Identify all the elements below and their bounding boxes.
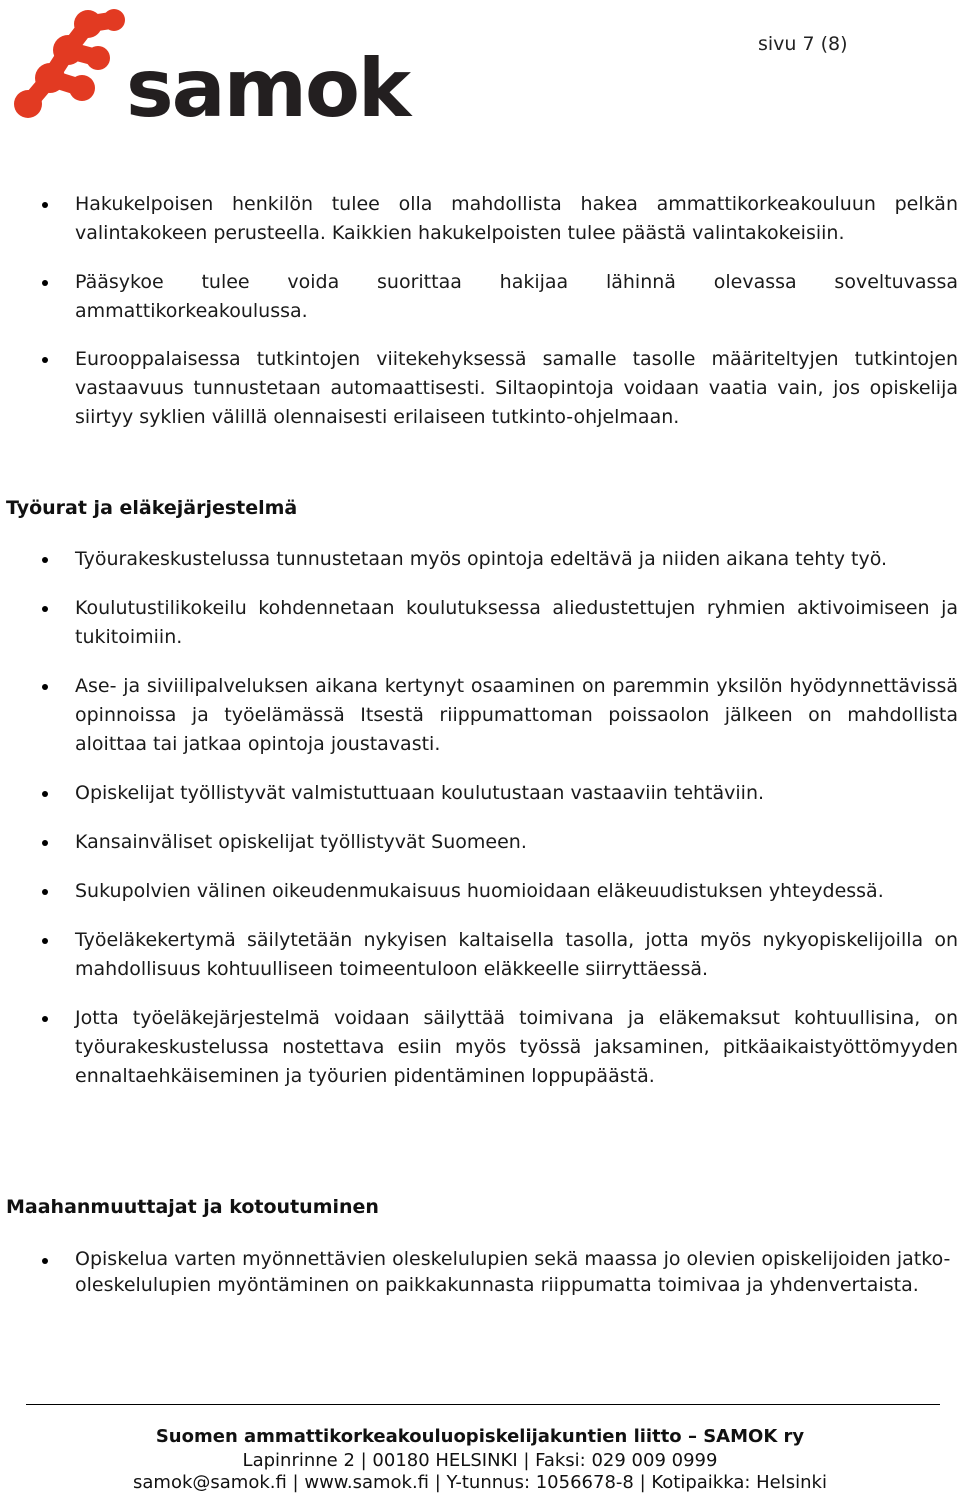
section-heading-immigrants: Maahanmuuttajat ja kotoutuminen xyxy=(6,1196,379,1218)
list-item: Opiskelua varten myönnettävien oleskelulupien sekä maassa jo olevien opiskelijoiden jatko-oleskelulupien myöntäminen on paikkakunnasta riippumatta toimivaa ja yhdenvertaista. xyxy=(0,1246,960,1298)
logo-wordmark: samok xyxy=(126,42,410,122)
footer-org-name: Suomen ammattikorkeakouluopiskelijakuntien liitto – SAMOK ry xyxy=(155,1426,805,1447)
list-item: Pääsykoe tulee voida suorittaa hakijaa lähinnä olevassa soveltuvassa ammattikorkeakoulussa. xyxy=(0,268,960,326)
list-item: Sukupolvien välinen oikeudenmukaisuus huomioidaan eläkeuudistuksen yhteydessä. xyxy=(0,877,960,906)
list-item: Hakukelpoisen henkilön tulee olla mahdollista hakea ammattikorkeakouluun pelkän valintakokeen perusteella. Kaikkien hakukelpoisten tulee päästä valintakokeisiin. xyxy=(0,190,960,248)
page-number: sivu 7 (8) xyxy=(758,33,848,55)
list-item: Kansainväliset opiskelijat työllistyvät Suomeen. xyxy=(0,828,960,857)
bullet-list-careers xyxy=(0,545,960,1091)
footer-divider xyxy=(26,1404,940,1405)
footer-contact: samok@samok.fi | www.samok.fi | Y-tunnus: 1056678-8 | Kotipaikka: Helsinki xyxy=(133,1472,827,1493)
list-item: Työurakeskustelussa tunnustetaan myös opintoja edeltävä ja niiden aikana tehty työ. xyxy=(0,545,960,574)
list-item: Ase- ja siviilipalveluksen aikana kertynyt osaaminen on paremmin yksilön hyödynnettävissä opinnoissa ja työelämässä Itsestä riippumattoman poissaolon jälkeen on mahdollista aloittaa tai jatkaa opintoja joustavasti. xyxy=(0,672,960,759)
list-item: Jotta työeläkejärjestelmä voidaan säilyttää toimivana ja eläkemaksut kohtuullisina, on työurakeskustelussa nostettava esiin myös työssä jaksaminen, pitkäaikaistyöttömyyden ennaltaehkäiseminen ja työurien pidentäminen loppupäästä. xyxy=(0,1004,960,1091)
list-item: Eurooppalaisessa tutkintojen viitekehyksessä samalle tasolle määriteltyjen tutkintojen vastaavuus tunnustetaan automaattisesti. Siltaopintoja voidaan vaatia vain, jos opiskelija siirtyy syklien välillä olennaisesti erilaiseen tutkinto-ohjelmaan. xyxy=(0,345,960,432)
list-item: Koulutustilikokeilu kohdennetaan koulutuksessa aliedustettujen ryhmien aktivoimiseen ja tukitoimiin. xyxy=(0,594,960,652)
section-heading-careers: Työurat ja eläkejärjestelmä xyxy=(6,497,298,519)
footer-address: Lapinrinne 2 | 00180 HELSINKI | Faksi: 029 009 0999 xyxy=(242,1450,718,1471)
bullet-list-immigrants xyxy=(0,1246,960,1298)
samok-logo xyxy=(6,4,422,122)
bullet-list-admissions xyxy=(0,190,960,432)
list-item: Työeläkekertymä säilytetään nykyisen kaltaisella tasolla, jotta myös nykyopiskelijoilla on mahdollisuus kohtuulliseen toimeentuloon eläkkeelle siirryttäessä. xyxy=(0,926,960,984)
list-item: Opiskelijat työllistyvät valmistuttuaan koulutustaan vastaaviin tehtäviin. xyxy=(0,779,960,808)
